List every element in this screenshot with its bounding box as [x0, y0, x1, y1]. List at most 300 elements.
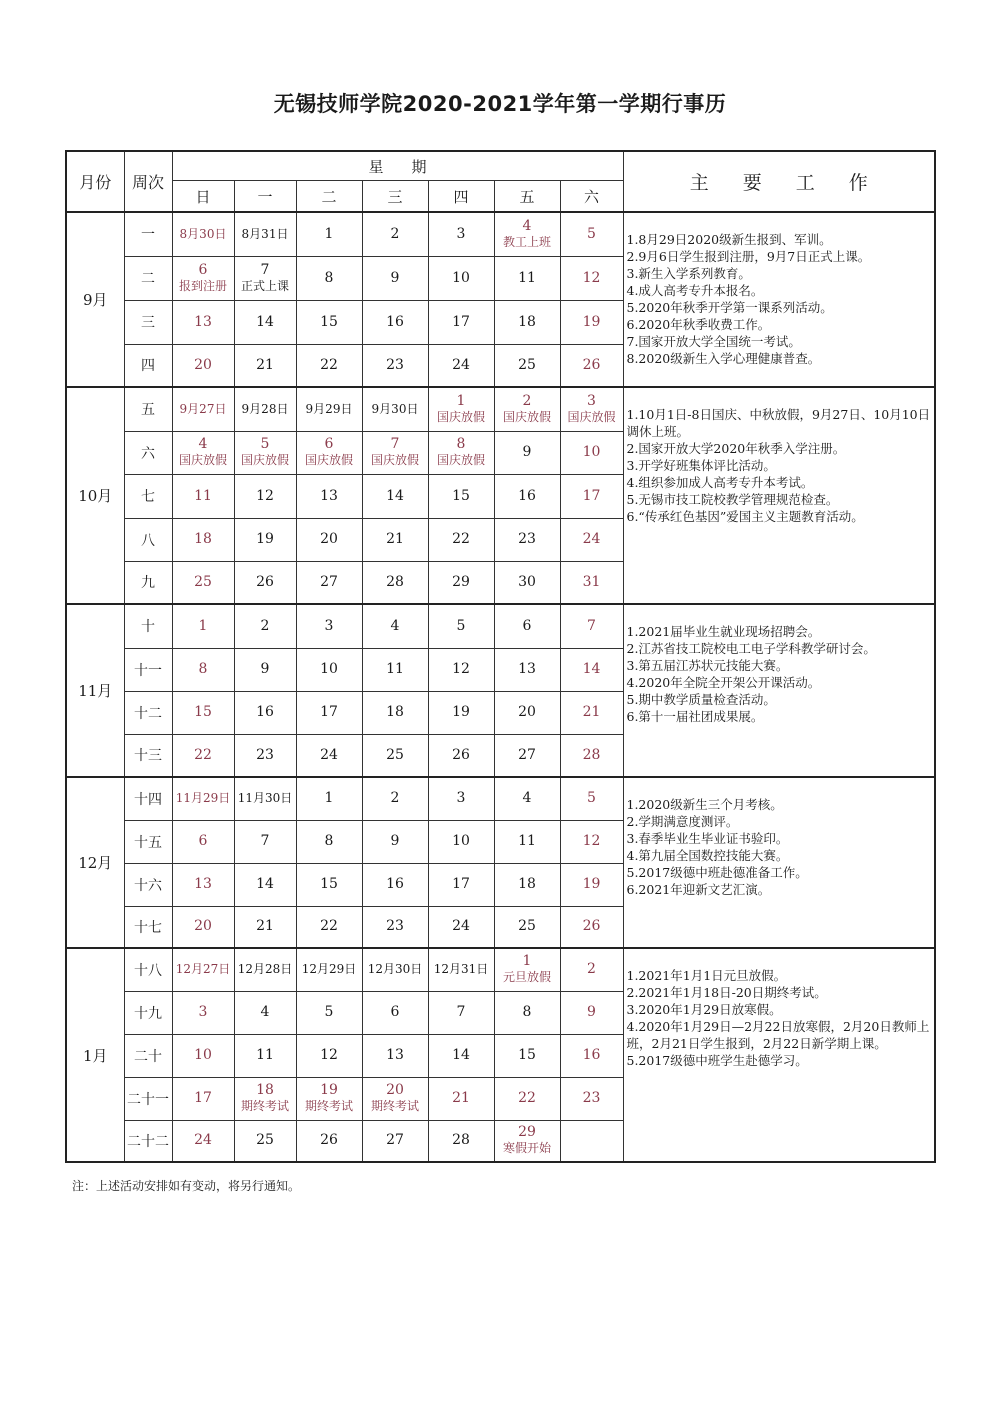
day-number: 12	[582, 269, 601, 286]
week-number: 二十二	[124, 1120, 172, 1162]
day-cell	[494, 431, 560, 474]
day-cell	[234, 518, 296, 561]
day-number: 20	[320, 531, 338, 547]
day-number: 14	[256, 313, 274, 330]
day-number: 28	[582, 746, 601, 763]
day-cell	[560, 948, 623, 991]
week-number: 一	[124, 212, 172, 256]
day-number: 3	[456, 790, 466, 807]
week-number: 十六	[124, 863, 172, 906]
day-cell	[296, 604, 362, 648]
day-cell	[234, 300, 296, 344]
day-number: 10	[194, 1047, 212, 1063]
day-cell	[172, 691, 234, 734]
day-number: 3	[198, 1004, 208, 1020]
work-item: 6.“传承红色基因”爱国主义主题教育活动。	[626, 509, 864, 524]
work-item: 5.无锡市技工院校教学管理规范检查。	[626, 492, 839, 507]
work-item: 2.国家开放大学2020年秋季入学注册。	[626, 441, 846, 456]
day-cell	[172, 256, 234, 300]
day-cell	[362, 518, 428, 561]
work-item: 1.2021年1月1日元旦放假。	[626, 968, 787, 983]
day-number: 14	[256, 876, 274, 892]
day-number: 12月30日	[367, 962, 423, 977]
day-cell	[428, 1120, 494, 1162]
day-cell	[362, 906, 428, 948]
week-number: 四	[124, 344, 172, 387]
day-cell	[234, 648, 296, 691]
week-number: 十一	[124, 648, 172, 691]
day-cell	[362, 256, 428, 300]
weekday-sun: 日	[172, 181, 234, 213]
day-number: 8	[456, 436, 466, 452]
week-number: 九	[124, 561, 172, 604]
day-cell	[494, 691, 560, 734]
day-number: 25	[256, 1132, 274, 1149]
day-cell	[362, 1120, 428, 1162]
day-number: 16	[386, 313, 404, 330]
day-note: 国庆放假	[502, 409, 551, 424]
work-item: 6.2020年秋季收费工作。	[626, 317, 771, 332]
week-number: 十	[124, 604, 172, 648]
month-label: 1月	[66, 948, 124, 1162]
day-cell	[494, 777, 560, 820]
day-number: 15	[194, 704, 212, 720]
day-cell	[362, 1077, 428, 1120]
work-item: 7.国家开放大学全国统一考试。	[626, 334, 801, 349]
day-cell	[362, 648, 428, 691]
day-number: 23	[386, 918, 404, 935]
footnote: 注：上述活动安排如有变动，将另行通知。	[72, 1179, 301, 1193]
day-number: 7	[260, 261, 270, 278]
day-cell	[172, 1034, 234, 1077]
work-item: 1.2020级新生三个月考核。	[626, 797, 783, 812]
main-work-list	[623, 387, 935, 604]
day-number: 25	[386, 746, 404, 763]
day-number: 12	[452, 661, 470, 677]
day-cell	[234, 863, 296, 906]
day-note: 国庆放假	[567, 409, 616, 424]
day-number: 6	[522, 617, 532, 634]
day-number: 10	[320, 661, 338, 677]
day-cell	[234, 948, 296, 991]
day-number: 10	[452, 833, 470, 849]
day-cell	[172, 344, 234, 387]
work-item: 4.第九届全国数控技能大赛。	[626, 848, 789, 863]
day-number: 8月30日	[179, 226, 227, 241]
day-cell	[494, 212, 560, 256]
work-item: 4.2020年全院全开架公开课活动。	[626, 675, 821, 690]
day-cell	[494, 474, 560, 518]
day-cell	[296, 431, 362, 474]
weekday-wed: 三	[362, 181, 428, 213]
day-number: 15	[518, 1047, 536, 1063]
day-cell	[296, 212, 362, 256]
day-number: 4	[260, 1004, 270, 1020]
day-cell	[560, 691, 623, 734]
day-number: 4	[390, 617, 400, 634]
day-cell	[494, 1034, 560, 1077]
day-cell	[560, 212, 623, 256]
day-number: 11	[256, 1047, 274, 1063]
work-item: 1.10月1日-8日国庆、中秋放假，9月27日、10月10日调休上班。	[626, 407, 931, 439]
day-number: 12	[320, 1047, 338, 1063]
week-number: 七	[124, 474, 172, 518]
day-cell	[560, 300, 623, 344]
day-number: 12月28日	[237, 962, 293, 977]
day-number: 28	[386, 573, 404, 590]
day-number: 17	[452, 876, 470, 892]
work-item: 6.第十一届社团成果展。	[626, 709, 764, 724]
week-number: 二十	[124, 1034, 172, 1077]
day-cell	[428, 1034, 494, 1077]
day-number: 17	[582, 487, 601, 504]
main-work-list	[623, 777, 935, 948]
main-work-list	[623, 604, 935, 777]
day-cell	[234, 387, 296, 431]
day-number: 22	[452, 531, 470, 547]
day-note: 国庆放假	[436, 453, 485, 467]
day-number: 9	[390, 269, 400, 286]
day-cell	[296, 991, 362, 1034]
day-cell	[234, 1077, 296, 1120]
day-number: 16	[582, 1047, 601, 1063]
day-number: 8月31日	[241, 226, 289, 241]
day-cell	[296, 387, 362, 431]
day-number: 5	[587, 225, 596, 242]
day-cell	[362, 300, 428, 344]
day-number: 24	[194, 1132, 212, 1149]
day-number: 21	[256, 356, 274, 373]
day-cell	[362, 604, 428, 648]
day-cell	[362, 387, 428, 431]
day-number: 26	[256, 573, 274, 590]
day-number: 14	[452, 1047, 470, 1063]
day-cell	[296, 863, 362, 906]
week-row	[66, 777, 935, 820]
day-number: 27	[386, 1132, 404, 1149]
day-number: 1	[324, 225, 334, 242]
day-cell	[494, 648, 560, 691]
day-number: 7	[260, 833, 270, 849]
day-number: 9月30日	[371, 401, 419, 416]
day-cell	[560, 561, 623, 604]
day-cell	[296, 561, 362, 604]
work-item: 1.2021届毕业生就业现场招聘会。	[626, 624, 821, 639]
day-number: 30	[518, 573, 536, 590]
day-cell	[428, 691, 494, 734]
day-cell	[560, 1120, 623, 1162]
work-item: 4.2020年1月29日—2月22日放寒假，2月20日教师上班，2月21日学生报到，2月22日新学期上课。	[626, 1019, 930, 1051]
day-cell	[494, 518, 560, 561]
day-number: 19	[582, 313, 601, 330]
day-number: 18	[194, 531, 212, 547]
day-number: 3	[587, 392, 596, 409]
day-number: 11月30日	[237, 791, 293, 806]
day-number: 27	[320, 573, 338, 590]
day-number: 1	[456, 392, 466, 409]
day-number: 3	[324, 617, 334, 634]
day-number: 24	[320, 746, 338, 763]
day-number: 9	[260, 661, 270, 677]
day-number: 26	[582, 356, 601, 373]
day-number: 13	[194, 876, 212, 892]
day-number: 5	[587, 790, 596, 807]
work-item: 2.2021年1月18日-20日期终考试。	[626, 985, 827, 1000]
day-cell	[296, 1120, 362, 1162]
day-number: 1	[198, 617, 208, 634]
day-cell	[494, 1077, 560, 1120]
day-number: 17	[194, 1090, 212, 1106]
day-cell	[494, 820, 560, 863]
day-number: 17	[452, 313, 470, 330]
day-cell	[428, 734, 494, 777]
day-cell	[362, 734, 428, 777]
day-cell	[172, 863, 234, 906]
day-number: 18	[386, 704, 404, 720]
day-number: 25	[194, 573, 212, 590]
day-note: 国庆放假	[240, 453, 289, 467]
work-item: 3.新生入学系列教育。	[626, 266, 751, 281]
work-item: 3.开学好班集体评比活动。	[626, 458, 776, 473]
day-number: 1	[324, 790, 334, 807]
day-cell	[560, 1077, 623, 1120]
day-number: 9	[522, 444, 532, 460]
day-cell	[172, 212, 234, 256]
header-main-work: 主要工作	[623, 151, 935, 212]
day-cell	[234, 561, 296, 604]
work-item: 3.春季毕业生毕业证书验印。	[626, 831, 789, 846]
day-cell	[362, 948, 428, 991]
day-cell	[172, 474, 234, 518]
day-cell	[362, 777, 428, 820]
header-month: 月份	[66, 151, 124, 212]
day-cell	[296, 344, 362, 387]
day-number: 13	[386, 1047, 404, 1063]
day-cell	[428, 431, 494, 474]
day-number: 2	[260, 617, 270, 634]
day-cell	[428, 777, 494, 820]
day-number: 12	[256, 487, 274, 504]
day-number: 6	[198, 833, 208, 849]
day-number: 23	[582, 1090, 601, 1106]
school-calendar-table	[65, 150, 936, 1163]
header-week: 周次	[124, 151, 172, 212]
day-cell	[234, 691, 296, 734]
day-note: 正式上课	[240, 278, 289, 293]
day-note: 国庆放假	[436, 409, 485, 424]
day-number: 22	[320, 356, 338, 373]
day-cell	[428, 991, 494, 1034]
day-number: 16	[256, 704, 274, 720]
day-number: 13	[194, 313, 212, 330]
work-item: 6.2021年迎新文艺汇演。	[626, 882, 771, 897]
week-number: 十九	[124, 991, 172, 1034]
day-cell	[560, 431, 623, 474]
day-number: 25	[518, 356, 536, 373]
day-number: 7	[390, 436, 400, 452]
day-number: 26	[320, 1132, 338, 1149]
week-number: 十二	[124, 691, 172, 734]
day-cell	[428, 820, 494, 863]
day-number: 13	[320, 487, 338, 504]
day-number: 15	[320, 313, 338, 330]
work-item: 1.8月29日2020级新生报到、军训。	[626, 232, 832, 247]
day-number: 20	[194, 918, 212, 935]
day-number: 6	[390, 1004, 400, 1020]
week-number: 十五	[124, 820, 172, 863]
day-number: 5	[260, 436, 270, 452]
work-item: 3.第五届江苏状元技能大赛。	[626, 658, 789, 673]
day-cell	[362, 691, 428, 734]
day-number: 14	[386, 487, 404, 504]
month-label: 9月	[66, 212, 124, 387]
day-note: 期终考试	[304, 1099, 353, 1113]
day-cell	[172, 734, 234, 777]
day-cell	[494, 734, 560, 777]
day-number: 8	[198, 661, 208, 677]
day-cell	[494, 256, 560, 300]
day-number: 9月28日	[241, 401, 289, 416]
week-row	[66, 387, 935, 431]
week-row	[66, 948, 935, 991]
day-cell	[494, 387, 560, 431]
day-number: 25	[518, 918, 536, 935]
day-cell	[428, 1077, 494, 1120]
day-number: 9月27日	[179, 401, 227, 416]
day-number: 17	[320, 704, 338, 720]
day-note: 国庆放假	[304, 453, 353, 467]
day-number: 14	[582, 661, 601, 677]
day-cell	[296, 820, 362, 863]
day-cell	[560, 518, 623, 561]
day-cell	[172, 777, 234, 820]
day-number: 12月29日	[301, 962, 357, 977]
day-cell	[560, 344, 623, 387]
day-cell	[296, 734, 362, 777]
day-cell	[428, 648, 494, 691]
day-note: 国庆放假	[370, 453, 419, 467]
day-cell	[234, 256, 296, 300]
day-cell	[362, 863, 428, 906]
day-number: 5	[456, 617, 466, 634]
day-cell	[428, 561, 494, 604]
day-cell	[560, 863, 623, 906]
week-number: 十三	[124, 734, 172, 777]
day-number: 28	[452, 1132, 470, 1149]
day-number: 1	[522, 953, 532, 970]
day-number: 7	[587, 617, 596, 634]
page-title: 无锡技师学院2020-2021学年第一学期行事历	[273, 92, 727, 116]
day-number: 6	[324, 436, 334, 452]
day-number: 24	[452, 918, 470, 935]
day-number: 22	[194, 746, 212, 763]
day-number: 4	[198, 436, 208, 452]
day-number: 10	[582, 444, 601, 460]
day-cell	[296, 300, 362, 344]
day-number: 21	[452, 1090, 470, 1106]
day-number: 22	[518, 1090, 536, 1106]
day-number: 27	[518, 746, 536, 763]
day-cell	[560, 991, 623, 1034]
work-item: 8.2020级新生入学心理健康普查。	[626, 351, 821, 366]
day-cell	[560, 256, 623, 300]
day-number: 12月31日	[433, 962, 489, 977]
day-cell	[172, 1077, 234, 1120]
day-number: 11	[386, 661, 404, 677]
day-cell	[234, 344, 296, 387]
day-number: 21	[582, 704, 601, 720]
day-number: 23	[386, 356, 404, 373]
day-cell	[296, 948, 362, 991]
day-cell	[560, 1034, 623, 1077]
day-cell	[428, 256, 494, 300]
day-number: 11月29日	[175, 791, 231, 806]
day-cell	[234, 604, 296, 648]
day-cell	[172, 991, 234, 1034]
work-item: 5.2017级德中班学生赴德学习。	[626, 1053, 808, 1068]
week-number: 三	[124, 300, 172, 344]
day-number: 19	[582, 876, 601, 892]
day-cell	[172, 604, 234, 648]
week-row	[66, 604, 935, 648]
day-number: 12	[582, 833, 601, 849]
day-cell	[234, 474, 296, 518]
day-number: 3	[456, 225, 466, 242]
day-number: 9	[390, 833, 400, 849]
day-number: 31	[582, 573, 601, 590]
day-cell	[172, 387, 234, 431]
day-cell	[362, 212, 428, 256]
day-cell	[494, 906, 560, 948]
week-number: 十四	[124, 777, 172, 820]
day-cell	[494, 948, 560, 991]
work-item: 5.2017级德中班赴德准备工作。	[626, 865, 808, 880]
header-xingqi: 星期	[172, 151, 623, 181]
week-number: 十八	[124, 948, 172, 991]
day-cell	[428, 300, 494, 344]
day-number: 24	[452, 356, 470, 373]
day-cell	[296, 691, 362, 734]
day-cell	[296, 906, 362, 948]
day-cell	[296, 474, 362, 518]
day-number: 2	[390, 225, 400, 242]
day-number: 13	[518, 661, 536, 677]
day-cell	[234, 212, 296, 256]
day-number: 21	[256, 918, 274, 935]
day-cell	[296, 1034, 362, 1077]
day-number: 29	[518, 1124, 536, 1141]
day-cell	[494, 561, 560, 604]
day-cell	[234, 820, 296, 863]
week-number: 十七	[124, 906, 172, 948]
day-cell	[494, 300, 560, 344]
day-number: 2	[587, 961, 596, 978]
day-cell	[428, 906, 494, 948]
day-cell	[560, 387, 623, 431]
day-cell	[494, 991, 560, 1034]
work-item: 3.2020年1月29日放寒假。	[626, 1002, 782, 1017]
day-number: 20	[386, 1082, 404, 1098]
day-note: 元旦放假	[502, 970, 551, 985]
day-number: 26	[582, 918, 601, 935]
day-cell	[494, 1120, 560, 1162]
day-cell	[560, 604, 623, 648]
day-cell	[234, 734, 296, 777]
day-number: 9月29日	[305, 401, 353, 416]
day-cell	[428, 604, 494, 648]
weekday-thu: 四	[428, 181, 494, 213]
day-cell	[494, 604, 560, 648]
